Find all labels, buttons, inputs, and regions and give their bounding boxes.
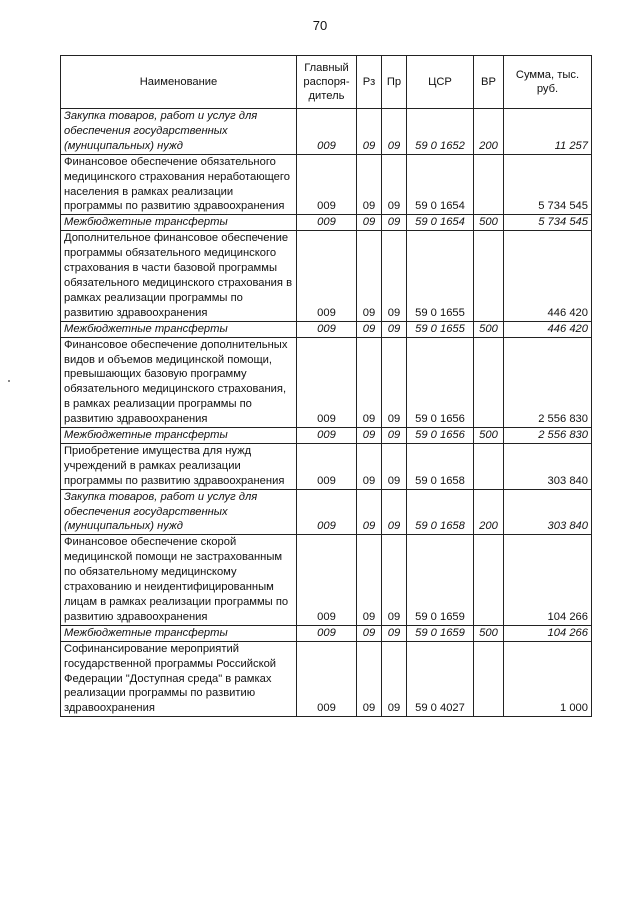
cell-csr: 59 0 1652	[407, 109, 474, 155]
cell-pr: 09	[382, 109, 407, 155]
cell-csr: 59 0 1654	[407, 154, 474, 215]
cell-vr: 500	[474, 215, 504, 231]
scan-speck	[8, 380, 10, 382]
cell-csr: 59 0 1658	[407, 443, 474, 489]
table-row	[61, 154, 592, 215]
cell-pr: 09	[382, 489, 407, 535]
header-csr: ЦСР	[407, 56, 474, 109]
table-row	[61, 321, 592, 337]
table-row	[61, 337, 592, 427]
cell-csr: 59 0 4027	[407, 641, 474, 717]
cell-csr: 59 0 1656	[407, 337, 474, 427]
table-row	[61, 109, 592, 155]
table-row	[61, 641, 592, 717]
cell-pr: 09	[382, 231, 407, 321]
cell-name: Закупка товаров, работ и услуг для обеспечения государственных (муниципальных) нужд	[61, 109, 297, 155]
header-pr: Пр	[382, 56, 407, 109]
table-row	[61, 443, 592, 489]
header-admin: Главный распоря-дитель	[297, 56, 357, 109]
cell-rz: 09	[357, 215, 382, 231]
budget-table	[60, 55, 592, 717]
cell-pr: 09	[382, 428, 407, 444]
cell-admin: 009	[297, 625, 357, 641]
cell-pr: 09	[382, 337, 407, 427]
cell-vr	[474, 641, 504, 717]
table-row	[61, 231, 592, 321]
header-name: Наименование	[61, 56, 297, 109]
cell-vr	[474, 443, 504, 489]
cell-name: Межбюджетные трансферты	[61, 215, 297, 231]
cell-name: Финансовое обеспечение скорой медицинской помощи не застрахованным по обязательному медицинскому страхованию и неидентифицированным лицам в рамках реализации программы по развитию здравоохранения	[61, 535, 297, 625]
cell-sum: 303 840	[504, 443, 592, 489]
cell-rz: 09	[357, 337, 382, 427]
table-row	[61, 489, 592, 535]
cell-rz: 09	[357, 428, 382, 444]
cell-csr: 59 0 1655	[407, 231, 474, 321]
table-row	[61, 625, 592, 641]
cell-rz: 09	[357, 154, 382, 215]
cell-vr	[474, 154, 504, 215]
cell-rz: 09	[357, 321, 382, 337]
cell-admin: 009	[297, 109, 357, 155]
cell-sum: 2 556 830	[504, 337, 592, 427]
table-row	[61, 535, 592, 625]
cell-pr: 09	[382, 641, 407, 717]
cell-rz: 09	[357, 535, 382, 625]
cell-rz: 09	[357, 231, 382, 321]
cell-rz: 09	[357, 641, 382, 717]
table-row	[61, 215, 592, 231]
cell-name: Дополнительное финансовое обеспечение программы обязательного медицинского страхования в части базовой программы обязательного медицинского страхования в рамках реализации программы по развитию здравоохранения	[61, 231, 297, 321]
cell-admin: 009	[297, 428, 357, 444]
cell-name: Приобретение имущества для нужд учреждений в рамках реализации программы по развитию здравоохранения	[61, 443, 297, 489]
table-header-row	[61, 56, 592, 109]
cell-pr: 09	[382, 321, 407, 337]
table-row	[61, 428, 592, 444]
cell-sum: 11 257	[504, 109, 592, 155]
cell-sum: 1 000	[504, 641, 592, 717]
header-rz: Рз	[357, 56, 382, 109]
cell-vr: 200	[474, 109, 504, 155]
cell-vr	[474, 337, 504, 427]
cell-name: Финансовое обеспечение обязательного медицинского страхования неработающего населения в рамках реализации программы по развитию здравоохранения	[61, 154, 297, 215]
cell-sum: 303 840	[504, 489, 592, 535]
cell-name: Межбюджетные трансферты	[61, 625, 297, 641]
cell-csr: 59 0 1659	[407, 535, 474, 625]
cell-vr: 500	[474, 321, 504, 337]
cell-sum: 5 734 545	[504, 215, 592, 231]
cell-csr: 59 0 1659	[407, 625, 474, 641]
cell-pr: 09	[382, 535, 407, 625]
cell-sum: 5 734 545	[504, 154, 592, 215]
cell-rz: 09	[357, 625, 382, 641]
cell-name: Закупка товаров, работ и услуг для обеспечения государственных (муниципальных) нужд	[61, 489, 297, 535]
cell-admin: 009	[297, 337, 357, 427]
cell-rz: 09	[357, 109, 382, 155]
cell-vr: 500	[474, 625, 504, 641]
cell-admin: 009	[297, 154, 357, 215]
cell-name: Софинансирование мероприятий государственной программы Российской Федерации "Доступная среда" в рамках реализации программы по развитию здравоохранения	[61, 641, 297, 717]
cell-rz: 09	[357, 443, 382, 489]
cell-name: Межбюджетные трансферты	[61, 321, 297, 337]
cell-admin: 009	[297, 231, 357, 321]
cell-admin: 009	[297, 215, 357, 231]
header-vr: ВР	[474, 56, 504, 109]
cell-vr	[474, 535, 504, 625]
cell-name: Финансовое обеспечение дополнительных видов и объемов медицинской помощи, превышающих базовую программу обязательного медицинского страхования, в рамках реализации программы по развитию здравоохранения	[61, 337, 297, 427]
cell-csr: 59 0 1655	[407, 321, 474, 337]
cell-sum: 2 556 830	[504, 428, 592, 444]
cell-admin: 009	[297, 535, 357, 625]
cell-sum: 446 420	[504, 231, 592, 321]
header-sum: Сумма, тыс. руб.	[504, 56, 592, 109]
cell-pr: 09	[382, 625, 407, 641]
cell-pr: 09	[382, 443, 407, 489]
cell-sum: 104 266	[504, 625, 592, 641]
cell-pr: 09	[382, 154, 407, 215]
cell-sum: 104 266	[504, 535, 592, 625]
cell-admin: 009	[297, 321, 357, 337]
cell-vr	[474, 231, 504, 321]
cell-admin: 009	[297, 489, 357, 535]
cell-vr: 200	[474, 489, 504, 535]
cell-csr: 59 0 1658	[407, 489, 474, 535]
cell-pr: 09	[382, 215, 407, 231]
cell-name: Межбюджетные трансферты	[61, 428, 297, 444]
cell-admin: 009	[297, 443, 357, 489]
cell-rz: 09	[357, 489, 382, 535]
cell-admin: 009	[297, 641, 357, 717]
cell-vr: 500	[474, 428, 504, 444]
cell-sum: 446 420	[504, 321, 592, 337]
cell-csr: 59 0 1654	[407, 215, 474, 231]
cell-csr: 59 0 1656	[407, 428, 474, 444]
page-number: 70	[312, 18, 328, 33]
